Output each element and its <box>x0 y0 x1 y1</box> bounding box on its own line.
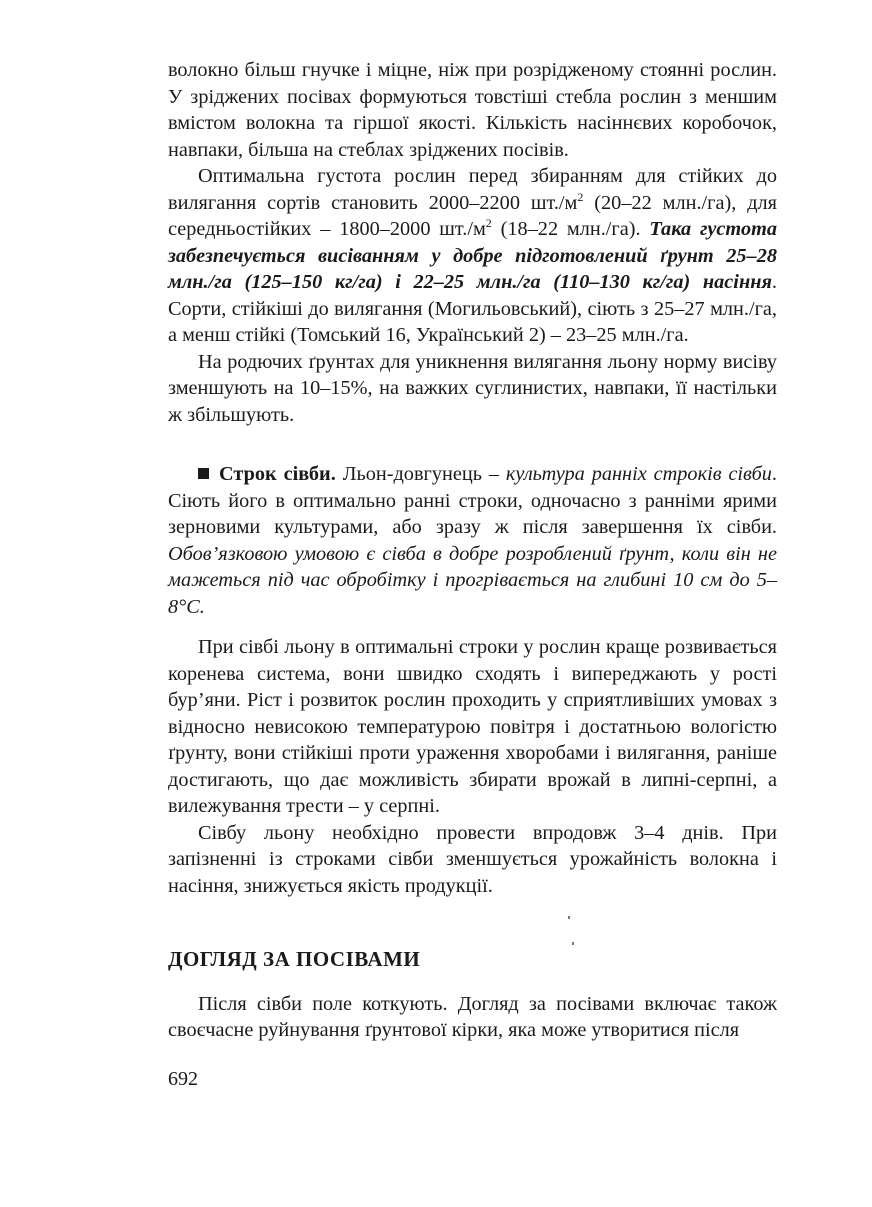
sowing-italic-1: культура ранніх строків сівби <box>505 463 772 485</box>
scan-speck <box>572 942 574 945</box>
paragraph-care: Після сівби поле коткують. Догляд за посівами включає також своєчасне руйнування ґрунтової кірки, яка може утворитися після <box>168 992 777 1041</box>
paragraph-sowing-time <box>168 461 777 620</box>
scan-speck <box>568 916 570 919</box>
superscript: 2 <box>485 216 492 231</box>
page-number: 692 <box>168 1068 198 1090</box>
text-block-top <box>168 57 777 899</box>
superscript: 2 <box>577 189 584 204</box>
density-text-b: (20–22 млн./га), для середньостійких – 1800–2000 шт./м <box>168 191 777 240</box>
section-heading: ДОГЛЯД ЗА ПОСІВАМИ <box>168 947 421 971</box>
density-text-d: . Сорти, стійкіші до вилягання (Могильовський), сіють з 25–27 млн./га, а менш стійкі (Томський 16, Український 2) – 23–25 млн./га. <box>168 271 777 346</box>
section-lead: Строк сівби. <box>219 463 336 485</box>
sowing-italic-2: Обов’язковою умовою є сівба в добре розроблений ґрунт, коли він не мажеться під час обробітку і прогрівається на глибині 10 см до 5–8°С. <box>168 542 777 618</box>
density-text-c: (18–22 млн./га). <box>491 218 650 240</box>
density-emphasis: Така густота забезпечується висіванням у добре підготовлений ґрунт 25–28 млн./га (125–150 кг/га) і 22–25 млн./га (110–130 кг/га) насіння <box>168 218 778 293</box>
paragraph-fiber: волокно більш гнучке і міцне, ніж при розрідженому стоянні рослин. У зріджених посівах формуються товстіші стебла рослин з меншим вмістом волокна та гіршої якості. Кількість насіннєвих коробочок, навпаки, більша на стеблах зріджених посівів. <box>168 59 777 161</box>
paragraph-optimal-terms: При сівбі льону в оптимальні строки у рослин краще розвивається коренева система, вони швидко сходять і випереджають у рості бур’яни. Ріст і розвиток рослин проходить у сприятливіших умовах з відносно невисокою температурою повітря і достатньою вологістю ґрунту, вони стійкіші проти ураження хворобами і вилягання, раніше достигають, що дає можливість збирати врожай в липні-серпні, а вилежування трести – у серпні. <box>168 636 777 817</box>
paragraph-sowing-duration: Сівбу льону необхідно провести впродовж 3–4 днів. При запізненні із строками сівби зменшується урожайність волокна і насіння, знижується якість продукції. <box>168 821 777 897</box>
sowing-text-b: . Сіють його в оптимально ранні строки, одночасно з ранніми ярими зерновими культурами, або зразу ж після завершення їх сівби. <box>168 463 777 538</box>
density-text-a: Оптимальна густота рослин перед збиранням для стійких до вилягання сортів становить 2000–2200 шт./м <box>168 165 777 214</box>
paragraph-density <box>168 163 777 349</box>
text-block-bottom <box>168 946 777 1044</box>
square-bullet-icon <box>198 468 209 479</box>
sowing-text-a: Льон-довгунець – <box>335 463 506 485</box>
paragraph-fertile-soils: На родючих ґрунтах для уникнення вилягання льону норму висіву зменшують на 10–15%, на важких суглинистих, навпаки, її настільки ж збільшують. <box>168 350 777 426</box>
